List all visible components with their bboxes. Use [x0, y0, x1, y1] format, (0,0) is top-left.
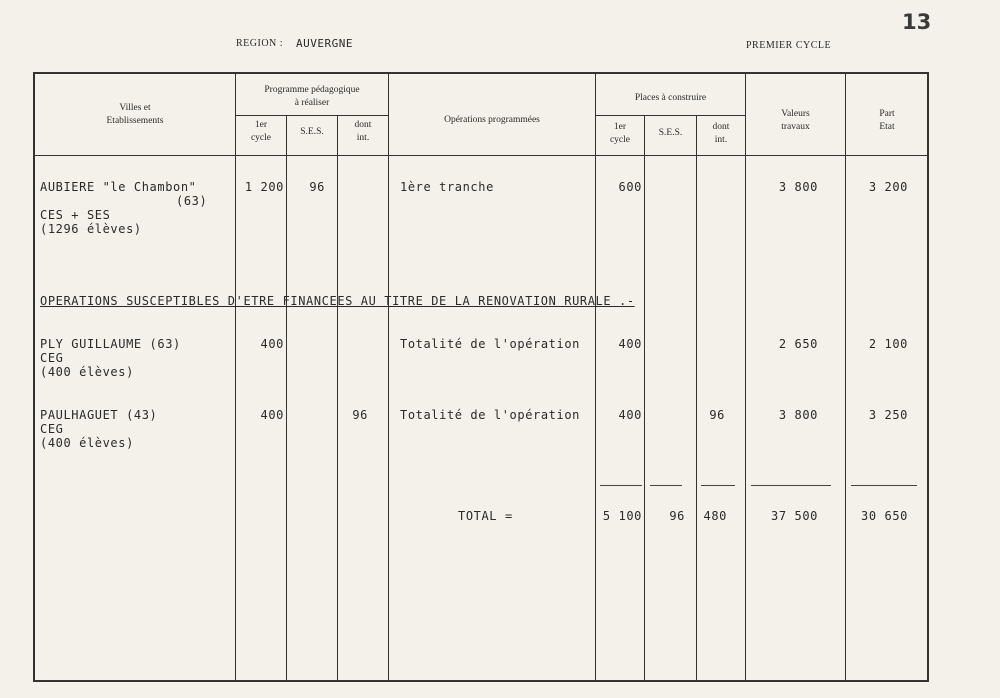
total-rule [600, 485, 642, 486]
row-etab-eleves: (400 élèves) [40, 436, 134, 450]
col-header-prog-dont: dont int. [354, 120, 372, 143]
page-number: 13 [902, 10, 932, 34]
row-pl-cycle: 400 [618, 408, 642, 422]
col-divider [286, 115, 287, 681]
total-valeurs: 37 500 [771, 509, 818, 523]
row-part: 2 100 [868, 337, 908, 351]
col-header-valeurs: Valeurs travaux [781, 109, 810, 132]
table-frame [33, 72, 929, 682]
row-etab-type: CES + SES [40, 208, 111, 222]
col-header-villes: Villes et Etablissements [106, 103, 164, 126]
col-header-prog-ses: S.E.S. [300, 127, 324, 137]
col-divider [745, 73, 746, 681]
total-pl-dont: 480 [703, 509, 727, 523]
col-divider [845, 73, 846, 681]
header-subline [235, 115, 388, 116]
row-part: 3 200 [868, 180, 908, 194]
col-header-places: Places à construire [634, 93, 707, 103]
row-prog-dont: 96 [352, 408, 368, 422]
col-divider [644, 115, 645, 681]
row-prog-ses: 96 [309, 180, 325, 194]
region-label: REGION : [236, 38, 284, 49]
total-pl-cycle: 5 100 [602, 509, 642, 523]
col-divider [595, 73, 596, 681]
total-pl-ses: 96 [669, 509, 685, 523]
row-etab-name: PAULHAGUET (43) [40, 408, 158, 422]
total-rule [650, 485, 682, 486]
region-value: AUVERGNE [296, 37, 353, 50]
col-header-programme: Programme pédagogique à réaliser [264, 85, 360, 108]
row-pl-dont: 96 [709, 408, 725, 422]
row-operation: Totalité de l'opération [400, 337, 580, 351]
row-etab-eleves: (400 élèves) [40, 365, 134, 379]
row-etab-name: AUBIERE "le Chambon" [40, 180, 197, 194]
row-prog-cycle: 400 [260, 408, 284, 422]
row-prog-cycle: 400 [260, 337, 284, 351]
section-heading: OPERATIONS SUSCEPTIBLES D'ETRE FINANCEES AU TITRE DE LA RENOVATION RURALE .- [40, 294, 635, 308]
row-part: 3 250 [868, 408, 908, 422]
row-pl-cycle: 400 [618, 337, 642, 351]
row-etab-eleves: (1296 élèves) [40, 222, 142, 236]
total-part: 30 650 [861, 509, 908, 523]
header-subline [595, 115, 745, 116]
row-etab-name: PLY GUILLAUME (63) [40, 337, 181, 351]
col-divider [388, 73, 389, 681]
col-header-operations: Opérations programmées [444, 115, 540, 125]
col-header-pl-dont: dont int. [712, 122, 730, 145]
total-rule [701, 485, 735, 486]
row-etab-type: CEG [40, 422, 64, 436]
header-bottom-line [34, 155, 928, 156]
col-header-pl-cycle: 1er cycle [609, 122, 631, 145]
col-header-part: Part Etat [879, 109, 895, 132]
row-operation: 1ère tranche [400, 180, 494, 194]
row-pl-cycle: 600 [618, 180, 642, 194]
col-header-pl-ses: S.E.S. [658, 128, 683, 138]
row-etab-dept: (63) [176, 194, 208, 208]
row-operation: Totalité de l'opération [400, 408, 580, 422]
col-divider [337, 115, 338, 681]
cycle-label: PREMIER CYCLE [746, 40, 832, 51]
row-valeurs: 2 650 [778, 337, 818, 351]
row-etab-type: CEG [40, 351, 64, 365]
row-valeurs: 3 800 [778, 408, 818, 422]
col-header-prog-cycle: 1er cycle [250, 120, 272, 143]
total-rule [751, 485, 831, 486]
row-prog-cycle: 1 200 [244, 180, 284, 194]
total-rule [851, 485, 917, 486]
col-divider [696, 115, 697, 681]
row-valeurs: 3 800 [778, 180, 818, 194]
col-divider [235, 73, 236, 681]
total-label: TOTAL = [458, 509, 513, 523]
